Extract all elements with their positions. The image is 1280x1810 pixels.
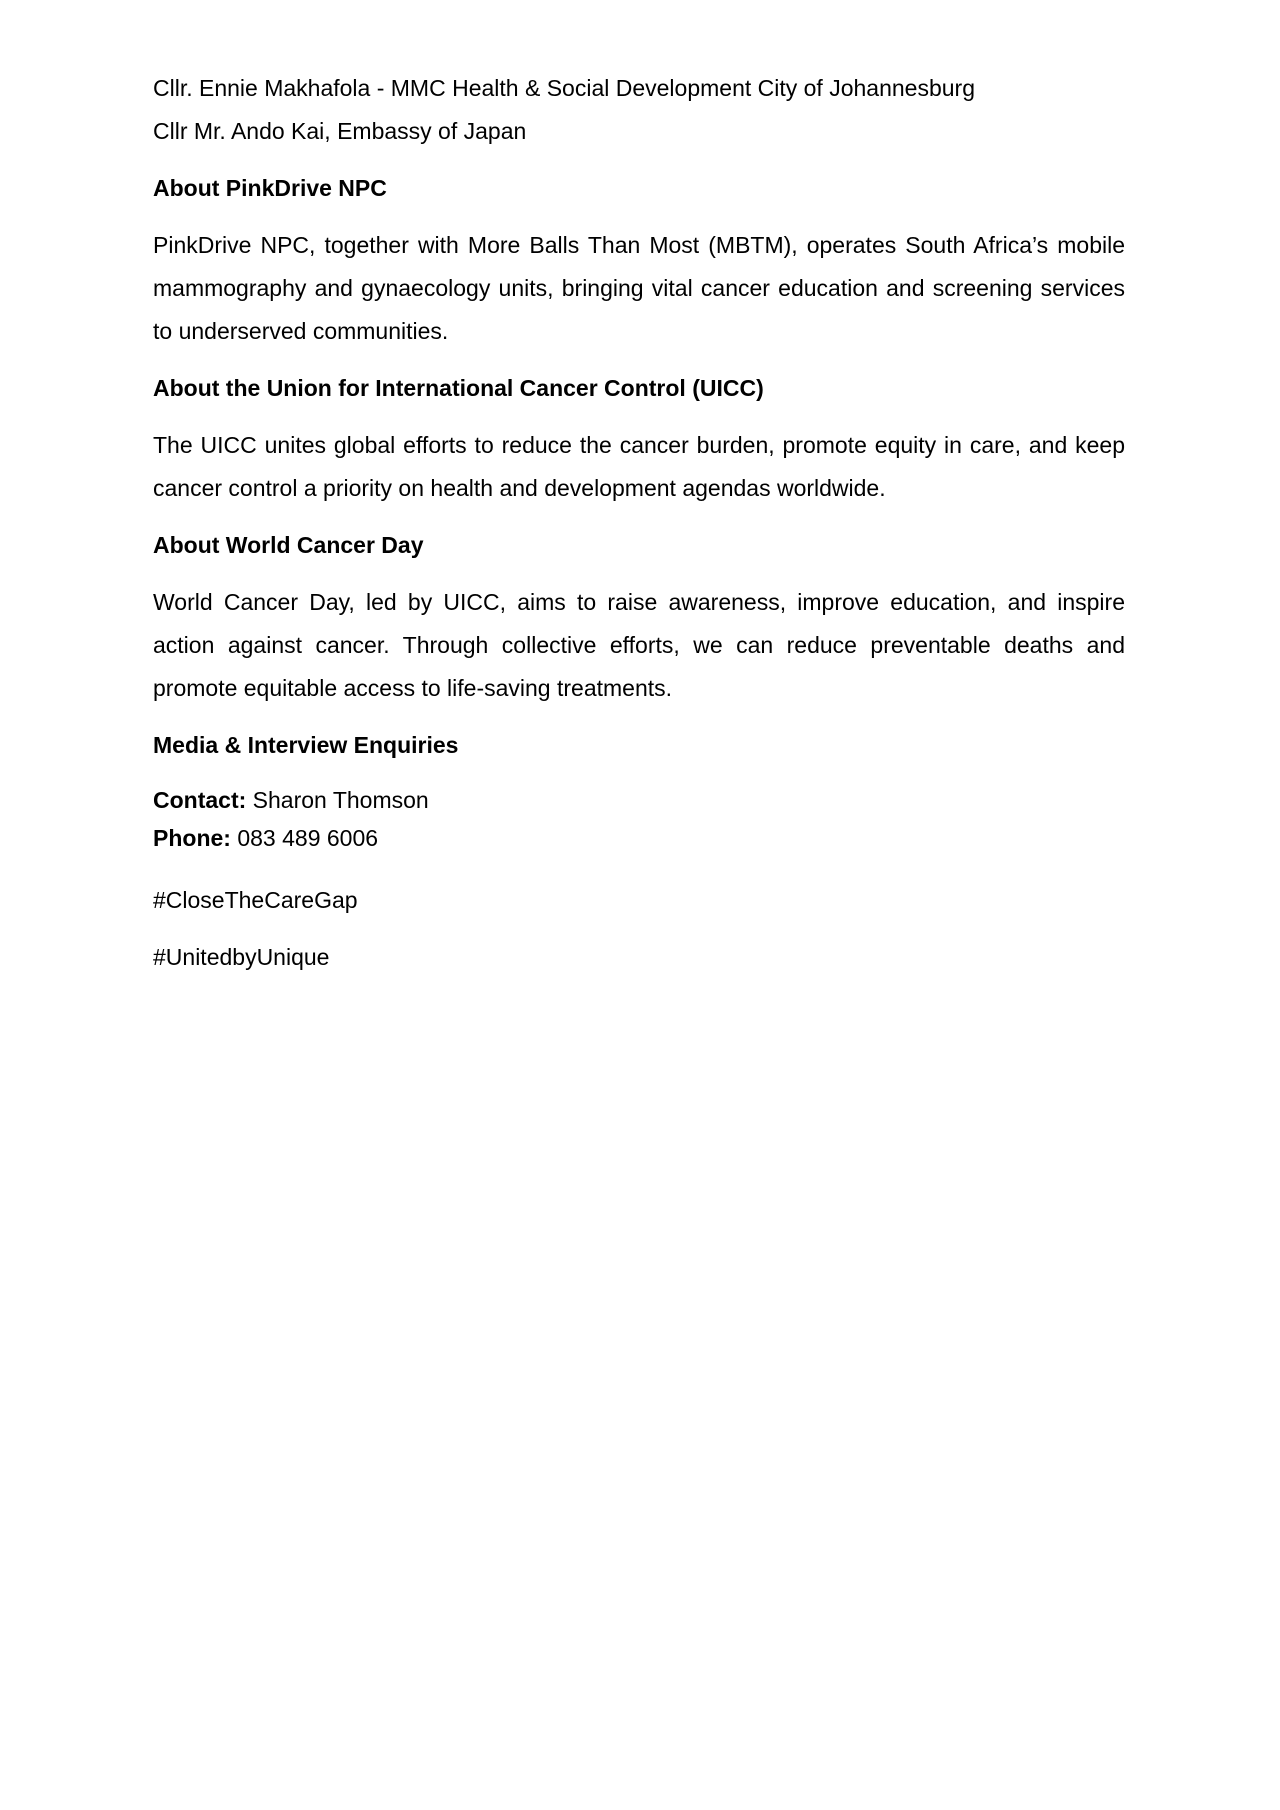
contact-label: Contact: — [153, 787, 247, 813]
hashtag-united-by-unique: #UnitedbyUnique — [153, 944, 330, 970]
paragraph-line: World Cancer Day, led by UICC, aims to raise awareness, improve education, and inspire — [153, 589, 1125, 615]
paragraph-line: action against cancer. Through collective efforts, we can reduce preventable deaths and — [153, 632, 1125, 658]
section-paragraph-uicc — [153, 424, 1125, 510]
section-heading-pinkdrive: About PinkDrive NPC — [153, 175, 387, 201]
section-heading-uicc: About the Union for International Cancer Control (UICC) — [153, 375, 764, 401]
paragraph-line: cancer control a priority on health and development agendas worldwide. — [153, 475, 886, 501]
section-paragraph-pinkdrive — [153, 224, 1125, 353]
section-heading-media-enquiries: Media & Interview Enquiries — [153, 732, 459, 758]
attendee-list — [153, 67, 1125, 153]
document-content — [153, 0, 1125, 979]
attendee-line: Cllr Mr. Ando Kai, Embassy of Japan — [153, 118, 527, 144]
contact-block — [153, 781, 1125, 857]
section-paragraph-world-cancer-day — [153, 581, 1125, 710]
paragraph-line: PinkDrive NPC, together with More Balls Than Most (MBTM), operates South Africa’s mobile — [153, 232, 1125, 258]
paragraph-line: mammography and gynaecology units, bringing vital cancer education and screening services — [153, 275, 1125, 301]
phone-label: Phone: — [153, 825, 231, 851]
paragraph-line: promote equitable access to life-saving treatments. — [153, 675, 673, 701]
attendee-line: Cllr. Ennie Makhafola - MMC Health & Social Development City of Johannesburg — [153, 75, 975, 101]
hashtag-close-the-care-gap: #CloseTheCareGap — [153, 887, 358, 913]
phone-value: 083 489 6006 — [237, 825, 379, 851]
paragraph-line: The UICC unites global efforts to reduce the cancer burden, promote equity in care, and keep — [153, 432, 1125, 458]
section-heading-world-cancer-day: About World Cancer Day — [153, 532, 424, 558]
contact-line — [153, 781, 1125, 819]
phone-line — [153, 819, 1125, 857]
paragraph-line: to underserved communities. — [153, 318, 449, 344]
contact-value: Sharon Thomson — [252, 787, 429, 813]
